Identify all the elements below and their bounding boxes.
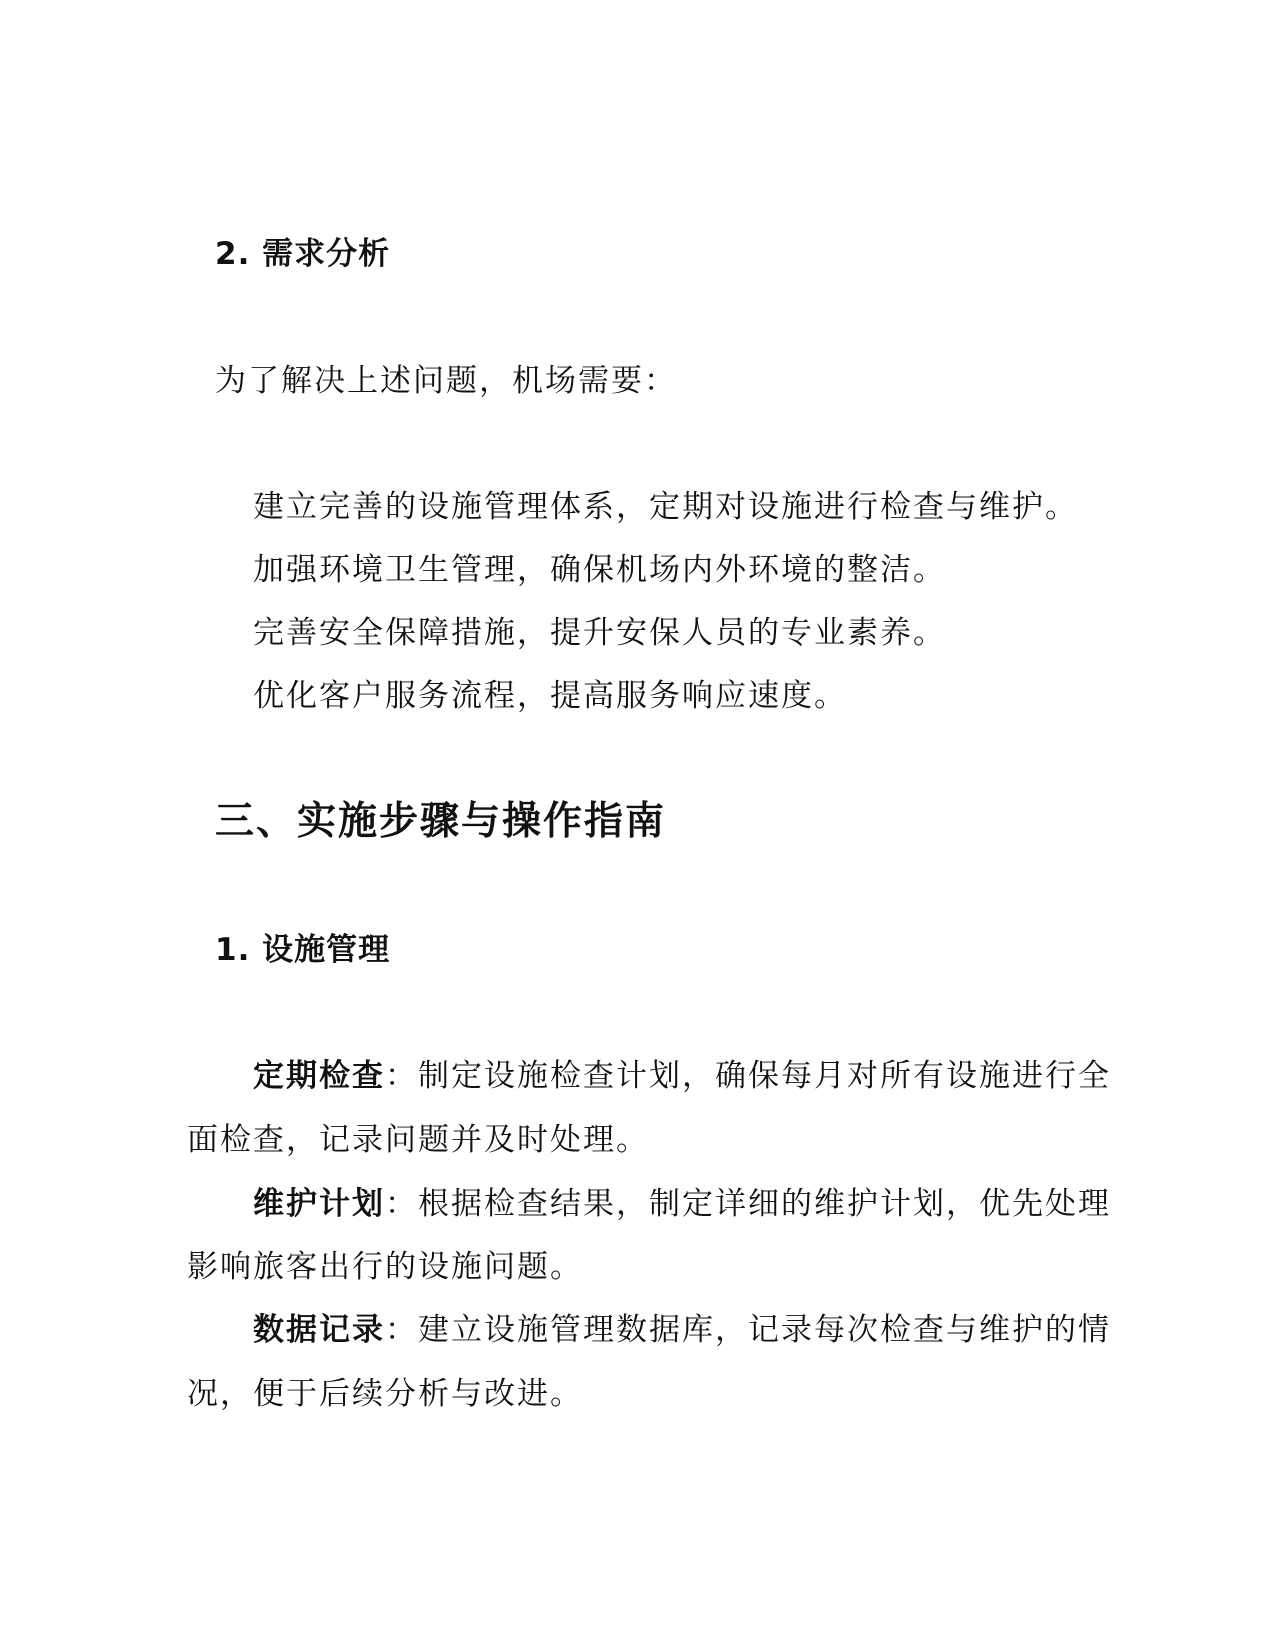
facility-entry-records — [253, 1304, 1111, 1349]
entry-text: ：根据检查结果，制定详细的维护计划，优先处理 — [385, 1186, 1111, 1222]
entry-text: ：制定设施检查计划，确保每月对所有设施进行全 — [385, 1058, 1111, 1094]
requirements-intro: 为了解决上述问题，机场需要： — [215, 363, 677, 399]
entry-text-continued: 况，便于后续分析与改进。 — [187, 1376, 583, 1412]
requirement-item: 加强环境卫生管理，确保机场内外环境的整洁。 — [253, 552, 946, 588]
entry-text-continued: 影响旅客出行的设施问题。 — [187, 1249, 583, 1285]
entry-label: 维护计划 — [253, 1186, 385, 1222]
section-heading-implementation: 三、实施步骤与操作指南 — [215, 799, 667, 844]
entry-text-continued: 面检查，记录问题并及时处理。 — [187, 1122, 649, 1158]
requirement-item: 建立完善的设施管理体系，定期对设施进行检查与维护。 — [253, 489, 1078, 525]
entry-label: 定期检查 — [253, 1058, 385, 1094]
section-heading-requirements: 2. 需求分析 — [215, 236, 391, 272]
subsection-heading-facility: 1. 设施管理 — [215, 932, 391, 968]
facility-entry-maintenance — [253, 1178, 1111, 1223]
requirement-item: 完善安全保障措施，提升安保人员的专业素养。 — [253, 615, 946, 651]
entry-text: ：建立设施管理数据库，记录每次检查与维护的情 — [385, 1312, 1111, 1348]
facility-entry-inspection — [253, 1050, 1111, 1095]
requirement-item: 优化客户服务流程，提高服务响应速度。 — [253, 678, 847, 714]
entry-label: 数据记录 — [253, 1312, 385, 1348]
